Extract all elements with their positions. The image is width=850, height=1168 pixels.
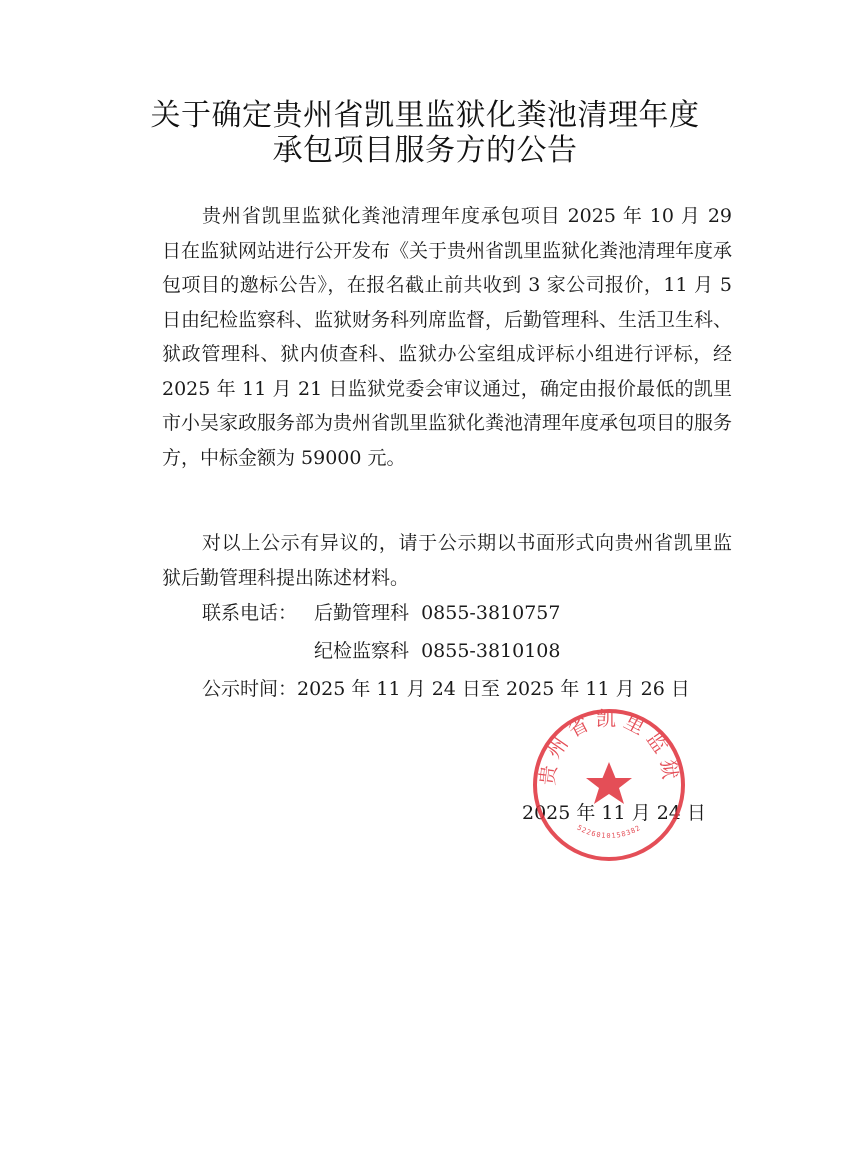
contact-logistics: 后勤管理科 0855-3810757: [314, 602, 561, 624]
official-seal: [530, 706, 688, 864]
announcement-paragraph-1: 贵州省凯里监狱化粪池清理年度承包项目 2025 年 10 月 29 日在监狱网站进行公开发布《关于贵州省凯里监狱化粪池清理年度承包项目的邀标公告》，在报名截止前共收到 3 家公司报价，11 月 5 日由纪检监察科、监狱财务科列席监督，后勤管理科、生活卫生科、狱政管理科、狱内侦查科、监狱办公室组成评标小组进行评标，经 2025 年 11 月 21 日监狱党委会审议通过，确定由报价最低的凯里市小吴家政服务部为贵州省凯里监狱化粪池清理年度承包项目的服务方，中标金额为 59000 元。: [162, 205, 733, 469]
contact-discipline: 纪检监察科 0855-3810108: [314, 640, 561, 662]
seal-text: 贵州省凯里监狱: [534, 706, 684, 787]
publicity-period: 公示时间：2025 年 11 月 24 日至 2025 年 11 月 26 日: [202, 678, 690, 700]
objection-paragraph: 对以上公示有异议的，请于公示期以书面形式向贵州省凯里监狱后勤管理科提出陈述材料。: [162, 532, 732, 589]
document-date: 2025 年 11 月 24 日: [522, 802, 706, 824]
contact-label: 联系电话：: [202, 602, 298, 624]
star-icon: [586, 762, 632, 804]
document-title-line-1: 关于确定贵州省凯里监狱化粪池清理年度: [150, 98, 700, 133]
document-title-line-2: 承包项目服务方的公告: [272, 133, 578, 168]
seal-code: 5226010158382: [575, 823, 643, 841]
